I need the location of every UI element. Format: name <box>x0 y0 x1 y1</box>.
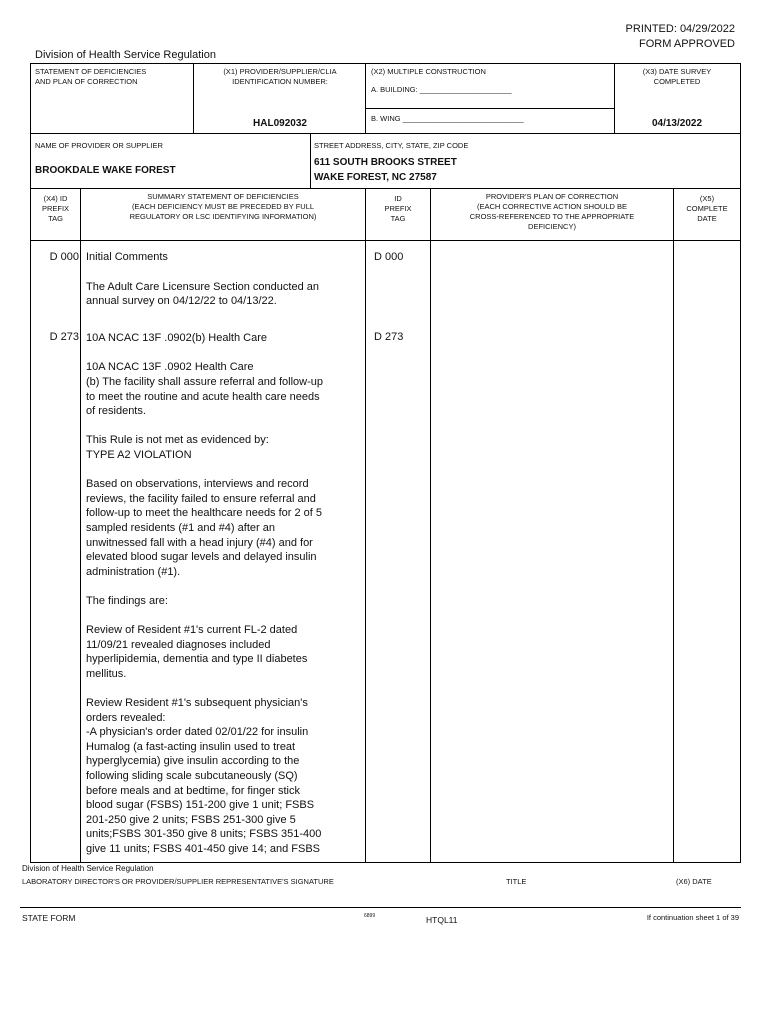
building-label: A. BUILDING: ______________________ <box>371 85 512 94</box>
col-plan-header: PROVIDER'S PLAN OF CORRECTION (EACH CORRECTIVE ACTION SHOULD BE CROSS-REFERENCED TO THE APPROPRIATE DEFICIENCY) <box>469 192 635 231</box>
title-label: TITLE <box>506 877 527 886</box>
statement-label: STATEMENT OF DEFICIENCIES AND PLAN OF CORRECTION <box>35 67 147 86</box>
tag-d000-right: D 000 <box>374 251 404 263</box>
para-not-met: This Rule is not met as evidenced by: TYPE A2 VIOLATION <box>86 434 269 461</box>
para-fl2: Review of Resident #1's current FL-2 dated 11/09/21 revealed diagnoses included hyperlipidemia, dementia and type II diabetes mellitus. <box>86 624 308 680</box>
wing-label: B. WING _____________________________ <box>371 114 524 123</box>
para-rule-text: 10A NCAC 13F .0902 Health Care (b) The facility shall assure referral and follow-up to meet the routine and acute health care needs of residents. <box>86 361 324 418</box>
form-number: 6899 <box>364 913 376 919</box>
form-approved: FORM APPROVED <box>639 38 735 50</box>
col-x4-header: (X4) ID PREFIX TAG <box>41 194 70 223</box>
address-label: STREET ADDRESS, CITY, STATE, ZIP CODE <box>314 141 469 150</box>
event-id: HTQL11 <box>426 915 458 925</box>
col-x5-header: (X5) COMPLETE DATE <box>686 194 728 223</box>
para-findings: The findings are: <box>86 594 168 607</box>
col-summary-header: SUMMARY STATEMENT OF DEFICIENCIES (EACH DEFICIENCY MUST BE PRECEDED BY FULL REGULATORY OR LSC IDENTIFYING INFORMATION) <box>129 192 317 221</box>
tag-d273-left: D 273 <box>49 331 79 343</box>
para-orders: Review Resident #1's subsequent physician's orders revealed: -A physician's order dated 02/01/22 for insulin Humalog (a fast-acting insulin used to treat hyperglycemia) give insulin according to the following sliding scale subcutaneously (SQ) before meals and at bedtime, for finger stick blood sugar (FSBS) 151-200 give 1 unit; FSBS 201-250 give 2 units; FSBS 251-300 give 5 units;FSBS 301-350 give 8 units; FSBS 351-400 give 11 units; FSBS 401-450 give 14; and FSBS <box>86 697 322 855</box>
para-rule-title: 10A NCAC 13F .0902(b) Health Care <box>86 331 267 344</box>
col-id-header: ID PREFIX TAG <box>384 194 412 223</box>
summary-body <box>86 250 364 862</box>
address-line1: 611 SOUTH BROOKS STREET <box>314 157 457 168</box>
printed-date: PRINTED: 04/29/2022 <box>625 23 735 35</box>
address-line2: WAKE FOREST, NC 27587 <box>314 172 437 183</box>
x3-value: 04/13/2022 <box>651 118 703 129</box>
footer-division: Division of Health Service Regulation <box>22 864 154 873</box>
division-title: Division of Health Service Regulation <box>35 49 216 61</box>
x2-label: (X2) MULTIPLE CONSTRUCTION <box>371 67 486 76</box>
para-based-on: Based on observations, interviews and record reviews, the facility failed to ensure referral and follow-up to meet the healthcare needs for 2 of 5 sampled residents (#1 and #4) after an unwitnessed fall with a head injury (#4) and for elevated blood sugar levels and delayed insulin administration (#1). <box>86 478 323 578</box>
x6-date-label: (X6) DATE <box>676 877 712 886</box>
para-survey: The Adult Care Licensure Section conducted an annual survey on 04/12/22 to 04/13/22. <box>86 280 319 308</box>
provider-name: BROOKDALE WAKE FOREST <box>35 165 176 176</box>
state-form: STATE FORM <box>22 913 76 923</box>
tag-d273-right: D 273 <box>374 331 404 343</box>
signature-label: LABORATORY DIRECTOR'S OR PROVIDER/SUPPLIER REPRESENTATIVE'S SIGNATURE <box>22 877 334 886</box>
continuation-sheet: If continuation sheet 1 of 39 <box>646 913 739 922</box>
provider-label: NAME OF PROVIDER OR SUPPLIER <box>35 141 163 150</box>
x1-value: HAL092032 <box>253 118 307 129</box>
tag-d000-left: D 000 <box>49 251 79 263</box>
para-initial-comments: Initial Comments <box>86 251 168 263</box>
x3-label: (X3) DATE SURVEY COMPLETED <box>642 67 712 86</box>
x1-label: (X1) PROVIDER/SUPPLIER/CLIA IDENTIFICATION NUMBER: <box>223 67 337 86</box>
